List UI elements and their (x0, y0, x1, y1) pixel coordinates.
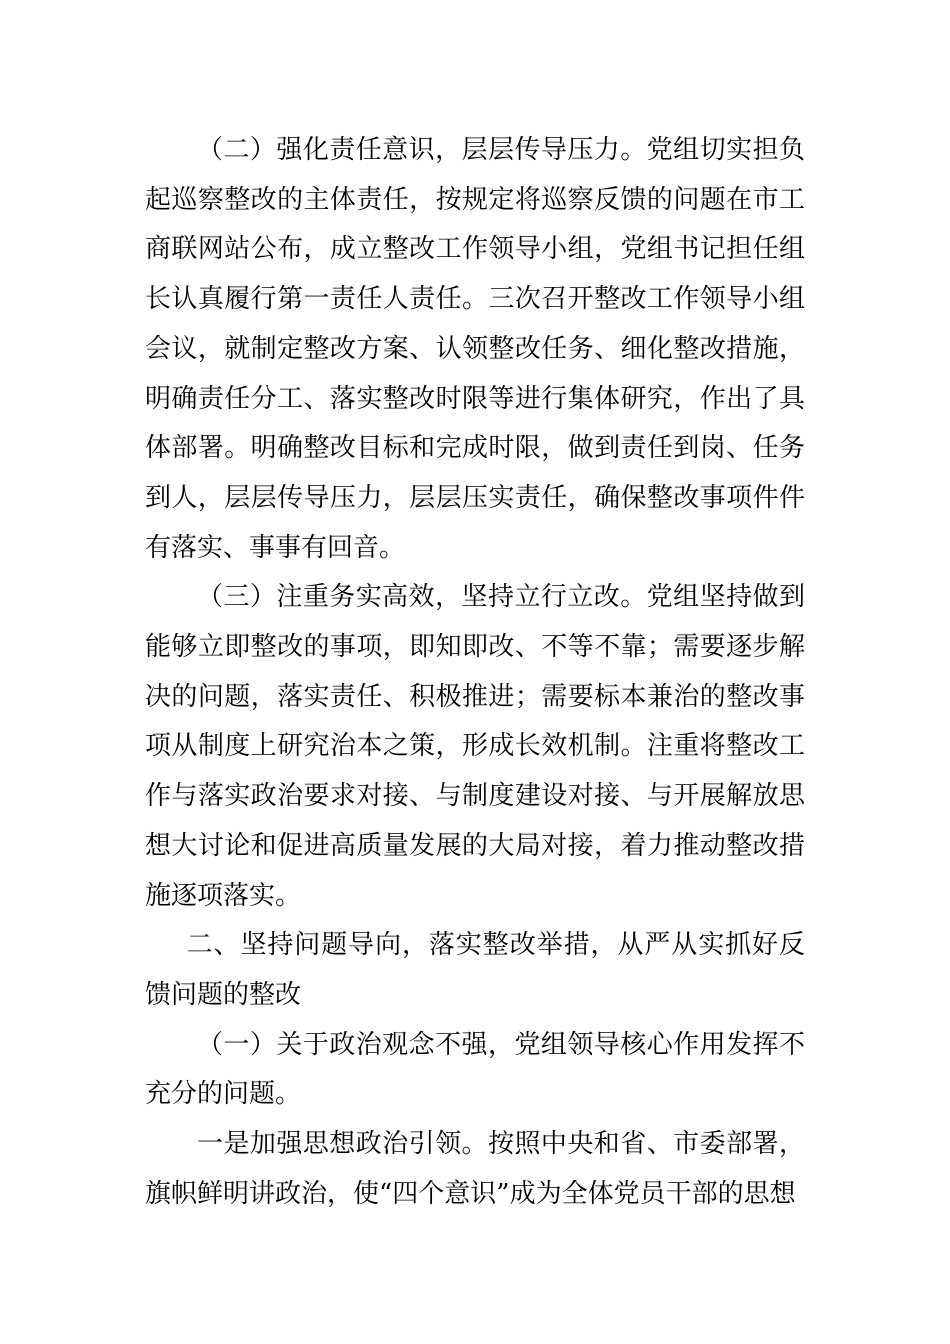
paragraph-ideological-guidance: 一是加强思想政治引领。按照中央和省、市委部署，旗帜鲜明讲政治，使“四个意识”成为全体党员干部的思想 (145, 1129, 805, 1209)
subheading-political-awareness: （一）关于政治观念不强，党组领导核心作用发挥不充分的问题。 (145, 1029, 805, 1110)
paragraph-efficiency: （三）注重务实高效，坚持立行立改。党组坚持做到能够立即整改的事项，即知即改、不等不靠；需要逐步解决的问题，落实责任、积极推进；需要标本兼治的整改事项从制度上研究治本之策，形成长效机制。注重将整改工作与落实政治要求对接、与制度建设对接、与开展解放思想大讨论和促进高质量发展的大局对接，着力推动整改措施逐项落实。 (145, 582, 805, 911)
section-heading-problem-oriented: 二、坚持问题导向，落实整改举措，从严从实抓好反馈问题的整改 (145, 930, 805, 1010)
document-body (145, 126, 805, 1219)
paragraph-responsibility: （二）强化责任意识，层层传导压力。党组切实担负起巡察整改的主体责任，按规定将巡察反馈的问题在市工商联网站公布，成立整改工作领导小组，党组书记担任组长认真履行第一责任人责任。三次召开整改工作领导小组会议，就制定整改方案、认领整改任务、细化整改措施，明确责任分工、落实整改时限等进行集体研究，作出了具体部署。明确整改目标和完成时限，做到责任到岗、任务到人，层层传导压力，层层压实责任，确保整改事项件件有落实、事事有回音。 (145, 135, 805, 563)
